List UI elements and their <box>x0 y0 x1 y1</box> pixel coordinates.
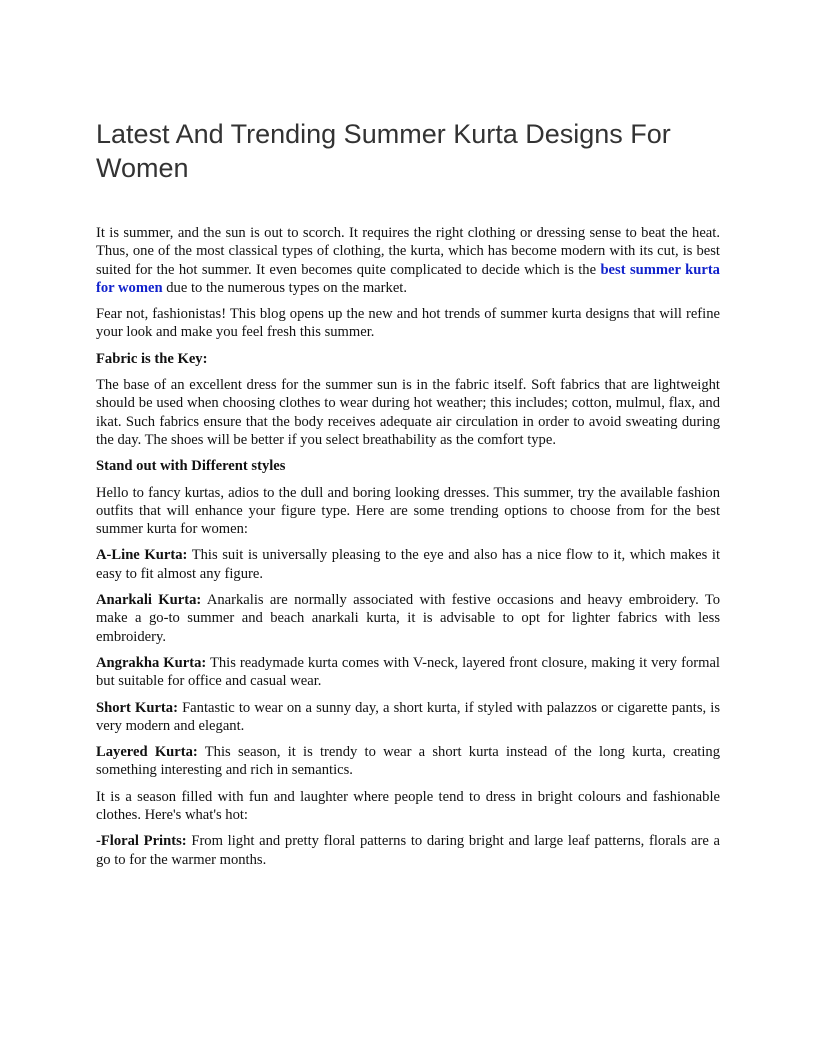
document-page <box>96 117 720 877</box>
floral-prints-label: -Floral Prints: <box>96 833 187 850</box>
kurta-item-text: This season, it is trendy to wear a short kurta instead of the long kurta, creating something interesting and rich in semantics. <box>96 744 720 779</box>
intro-text-before-link: It is summer, and the sun is out to scorch. It requires the right clothing or dressing sense to beat the heat. Thus, one of the most classical types of clothing, the kurta, which has become modern with its cut, is best suited for the hot summer. It even becomes quite complicated to decide which is the <box>96 225 720 278</box>
kurta-item-label: Layered Kurta: <box>96 744 198 761</box>
kurta-item-text: This readymade kurta comes with V-neck, layered front closure, making it very formal but suitable for office and casual wear. <box>96 654 720 690</box>
kurta-item-label: Angrakha Kurta: <box>96 654 207 671</box>
kurta-item-label: A-Line Kurta: <box>96 547 188 564</box>
fabric-paragraph: The base of an excellent dress for the summer sun is in the fabric itself. Soft fabrics that are lightweight should be used when choosing clothes to wear during hot weather; this includes; cotton, mulmul, flax, and ikat. Such fabrics ensure that the body receives adequate air circulation in order to avoid sweating during the day. The shoes will be better if you select breathability as the comfort type. <box>96 377 720 448</box>
season-paragraph: It is a season filled with fun and laughter where people tend to dress in bright colours and fashionable clothes. Here's what's hot: <box>96 788 720 824</box>
kurta-item-short <box>96 699 720 736</box>
kurta-item-a-line <box>96 546 720 583</box>
fabric-heading: Fabric is the Key: <box>96 350 208 367</box>
page-title: Latest And Trending Summer Kurta Designs For Women <box>96 119 671 183</box>
intro-paragraph <box>96 224 720 297</box>
kurta-item-angrakha <box>96 654 720 691</box>
kurta-item-layered <box>96 743 720 780</box>
kurta-item-text: Anarkalis are normally associated with festive occasions and heavy embroidery. To make a go-to summer and beach anarkali kurta, it is advisable to opt for lighter fabrics with less embroidery. <box>96 592 721 645</box>
kurta-item-label: Anarkali Kurta: <box>96 592 202 609</box>
kurta-item-text: Fantastic to wear on a sunny day, a short kurta, if styled with palazzos or cigarette pants, is very modern and elegant. <box>96 699 720 734</box>
fear-not-paragraph: Fear not, fashionistas! This blog opens up the new and hot trends of summer kurta designs that will refine your look and make you feel fresh this summer. <box>96 306 720 341</box>
styles-paragraph: Hello to fancy kurtas, adios to the dull and boring looking dresses. This summer, try the available fashion outfits that will enhance your figure type. Here are some trending options to choose from for the best summer kurta for women: <box>96 484 720 538</box>
kurta-item-label: Short Kurta: <box>96 699 178 716</box>
floral-prints-paragraph <box>96 832 720 869</box>
styles-heading: Stand out with Different styles <box>96 458 286 475</box>
intro-text-after-link: due to the numerous types on the market. <box>162 279 407 296</box>
floral-prints-text: From light and pretty floral patterns to daring bright and large leaf patterns, florals are a go to for the warmer months. <box>96 833 720 868</box>
kurta-item-anarkali <box>96 591 720 646</box>
best-summer-kurta-link[interactable]: best summer kurta for women <box>96 261 720 296</box>
kurta-item-text: This suit is universally pleasing to the eye and also has a nice flow to it, which makes it easy to fit almost any figure. <box>96 547 720 582</box>
